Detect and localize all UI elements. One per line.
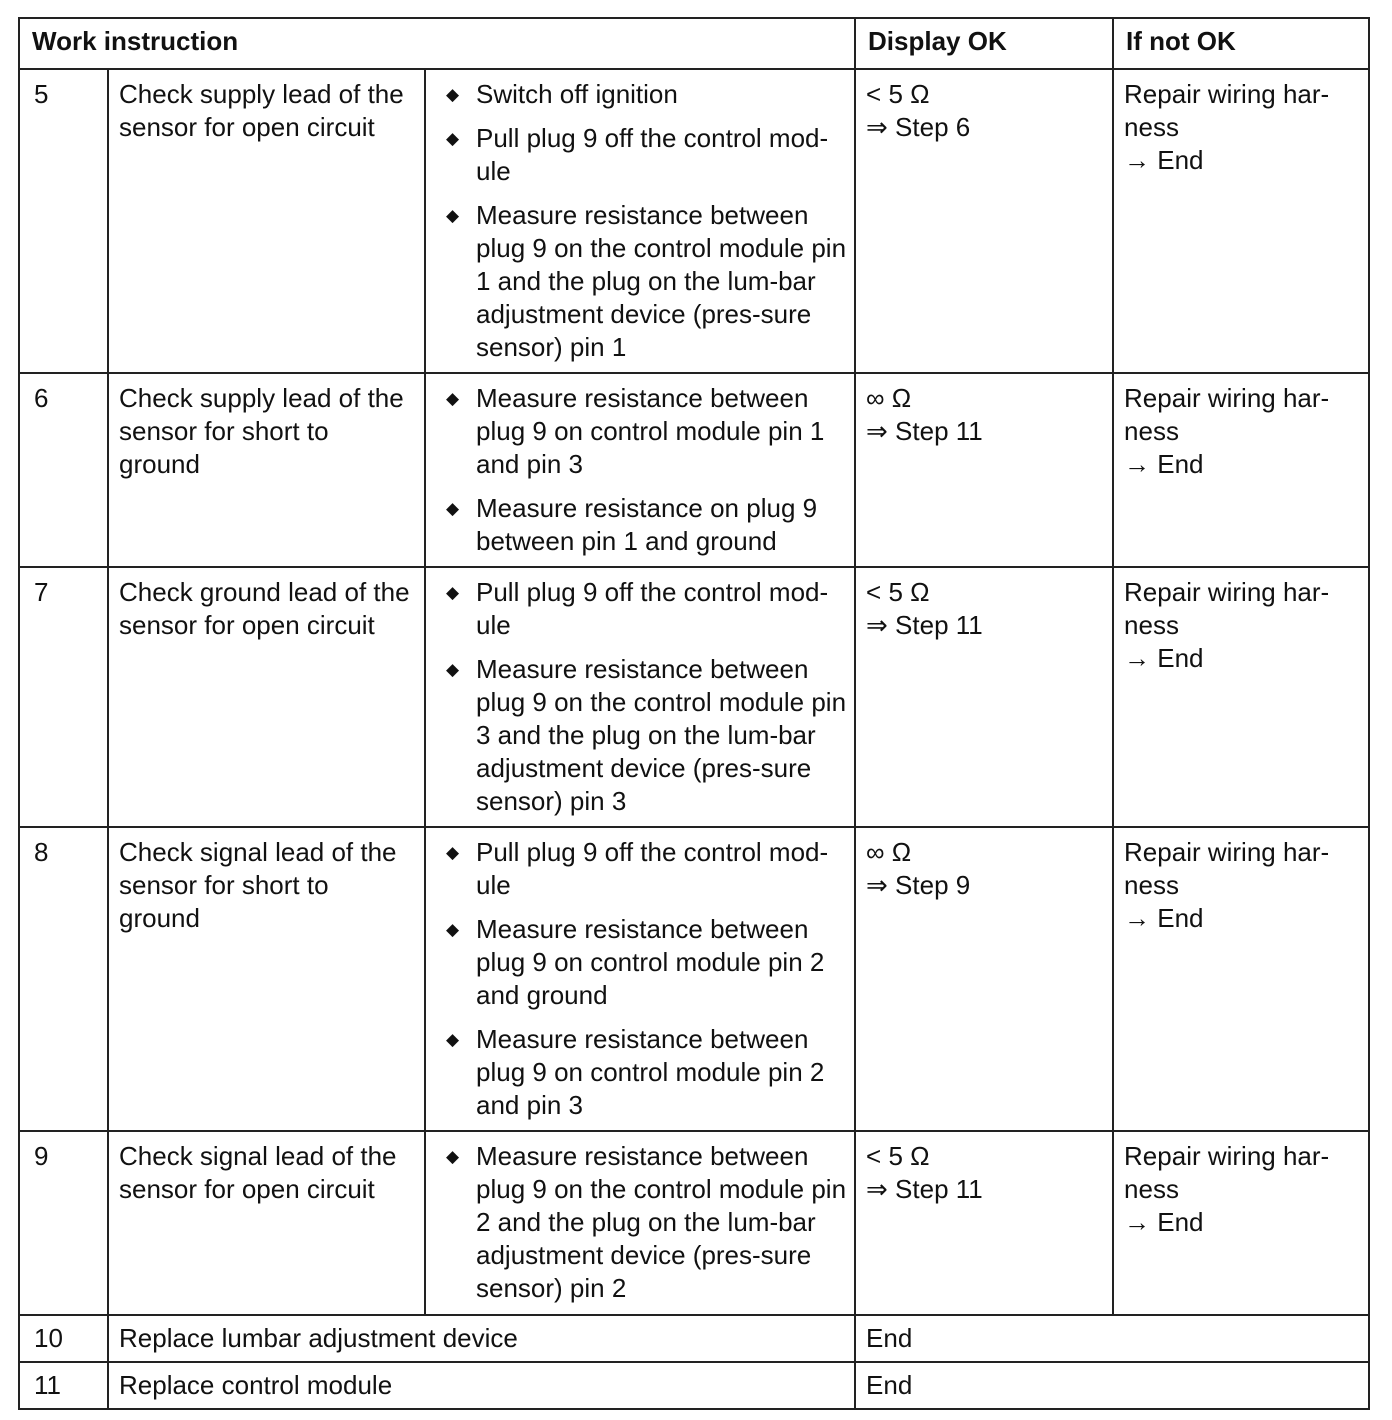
- step-description: Check supply lead of the sensor for open circuit: [108, 69, 425, 373]
- display-ok-cell: [855, 69, 1113, 373]
- header-work-instruction: Work instruction: [19, 18, 855, 69]
- table-row: [19, 827, 1369, 1131]
- if-not-ok-cell: [1113, 567, 1369, 827]
- step-number: 7: [19, 567, 108, 827]
- display-next-step: ⇒ Step 9: [866, 870, 971, 900]
- instruction-item: ◆ Pull plug 9 off the control mod-ule: [446, 837, 829, 900]
- display-value: ∞ Ω: [866, 837, 912, 867]
- table-row: [19, 1131, 1369, 1315]
- bullet-icon: ◆: [446, 583, 460, 602]
- table-row: [19, 1362, 1369, 1409]
- step-description: Replace control module: [108, 1362, 855, 1409]
- instruction-item: ◆ Measure resistance between plug 9 on the control module pin 2 and the plug on the lum-bar adjustment device (pres-sure sensor) pin 2: [446, 1141, 847, 1303]
- if-not-ok-cell: [1113, 1131, 1369, 1315]
- if-not-ok-cell: [1113, 373, 1369, 567]
- step-instructions: [425, 69, 855, 373]
- display-next-step: ⇒ Step 11: [866, 610, 983, 640]
- if-not-ok-action: Repair wiring har-ness: [1124, 1141, 1330, 1204]
- if-not-ok-action: Repair wiring har-ness: [1124, 79, 1330, 142]
- if-not-ok-cell: [1113, 827, 1369, 1131]
- header-if-not-ok: If not OK: [1113, 18, 1369, 69]
- bullet-icon: ◆: [446, 389, 460, 408]
- bullet-icon: ◆: [446, 1147, 460, 1166]
- display-value: ∞ Ω: [866, 383, 912, 413]
- table-header-row: [19, 18, 1369, 69]
- step-number: 11: [19, 1362, 108, 1409]
- if-not-ok-next: → End: [1124, 903, 1204, 933]
- display-next-step: ⇒ Step 6: [866, 112, 971, 142]
- display-value: < 5 Ω: [866, 1141, 930, 1171]
- display-next-step: ⇒ Step 11: [866, 416, 983, 446]
- display-next-step: ⇒ Step 11: [866, 1174, 983, 1204]
- bullet-icon: ◆: [446, 660, 460, 679]
- step-description: Check ground lead of the sensor for open circuit: [108, 567, 425, 827]
- display-ok-cell: [855, 827, 1113, 1131]
- if-not-ok-next: → End: [1124, 643, 1204, 673]
- table-row: [19, 69, 1369, 373]
- table-row: [19, 567, 1369, 827]
- step-result: End: [855, 1362, 1369, 1409]
- bullet-icon: ◆: [446, 206, 460, 225]
- if-not-ok-action: Repair wiring har-ness: [1124, 577, 1330, 640]
- instruction-item: ◆ Measure resistance between plug 9 on control module pin 1 and pin 3: [446, 383, 825, 479]
- bullet-icon: ◆: [446, 129, 460, 148]
- instruction-item: ◆ Measure resistance between plug 9 on the control module pin 3 and the plug on the lum-bar adjustment device (pres-sure sensor) pin 3: [446, 654, 847, 816]
- if-not-ok-action: Repair wiring har-ness: [1124, 837, 1330, 900]
- step-number: 9: [19, 1131, 108, 1315]
- instruction-item: ◆ Measure resistance between plug 9 on control module pin 2 and pin 3: [446, 1024, 825, 1120]
- step-instructions: [425, 373, 855, 567]
- display-value: < 5 Ω: [866, 577, 930, 607]
- step-description: Replace lumbar adjustment device: [108, 1315, 855, 1362]
- if-not-ok-next: → End: [1124, 1207, 1204, 1237]
- step-number: 10: [19, 1315, 108, 1362]
- instruction-item: ◆ Measure resistance between plug 9 on control module pin 2 and ground: [446, 914, 825, 1010]
- step-instructions: [425, 827, 855, 1131]
- bullet-icon: ◆: [446, 499, 460, 518]
- step-instructions: [425, 1131, 855, 1315]
- bullet-icon: ◆: [446, 85, 460, 104]
- display-ok-cell: [855, 567, 1113, 827]
- instruction-item: ◆ Pull plug 9 off the control mod-ule: [446, 123, 829, 186]
- display-ok-cell: [855, 1131, 1113, 1315]
- bullet-icon: ◆: [446, 920, 460, 939]
- display-ok-cell: [855, 373, 1113, 567]
- instruction-item: ◆ Pull plug 9 off the control mod-ule: [446, 577, 829, 640]
- instruction-item: ◆ Switch off ignition: [446, 79, 678, 109]
- step-instructions: [425, 567, 855, 827]
- display-value: < 5 Ω: [866, 79, 930, 109]
- step-description: Check supply lead of the sensor for short to ground: [108, 373, 425, 567]
- step-description: Check signal lead of the sensor for short to ground: [108, 827, 425, 1131]
- instruction-item: ◆ Measure resistance between plug 9 on the control module pin 1 and the plug on the lum-bar adjustment device (pres-sure sensor) pin 1: [446, 200, 847, 362]
- step-number: 8: [19, 827, 108, 1131]
- table-row: [19, 1315, 1369, 1362]
- instruction-item: ◆ Measure resistance on plug 9 between pin 1 and ground: [446, 493, 818, 556]
- step-number: 5: [19, 69, 108, 373]
- work-instruction-table: [18, 17, 1370, 1410]
- step-result: End: [855, 1315, 1369, 1362]
- step-description: Check signal lead of the sensor for open circuit: [108, 1131, 425, 1315]
- step-number: 6: [19, 373, 108, 567]
- if-not-ok-next: → End: [1124, 145, 1204, 175]
- if-not-ok-next: → End: [1124, 449, 1204, 479]
- bullet-icon: ◆: [446, 1030, 460, 1049]
- if-not-ok-cell: [1113, 69, 1369, 373]
- if-not-ok-action: Repair wiring har-ness: [1124, 383, 1330, 446]
- bullet-icon: ◆: [446, 843, 460, 862]
- header-display-ok: Display OK: [855, 18, 1113, 69]
- table-row: [19, 373, 1369, 567]
